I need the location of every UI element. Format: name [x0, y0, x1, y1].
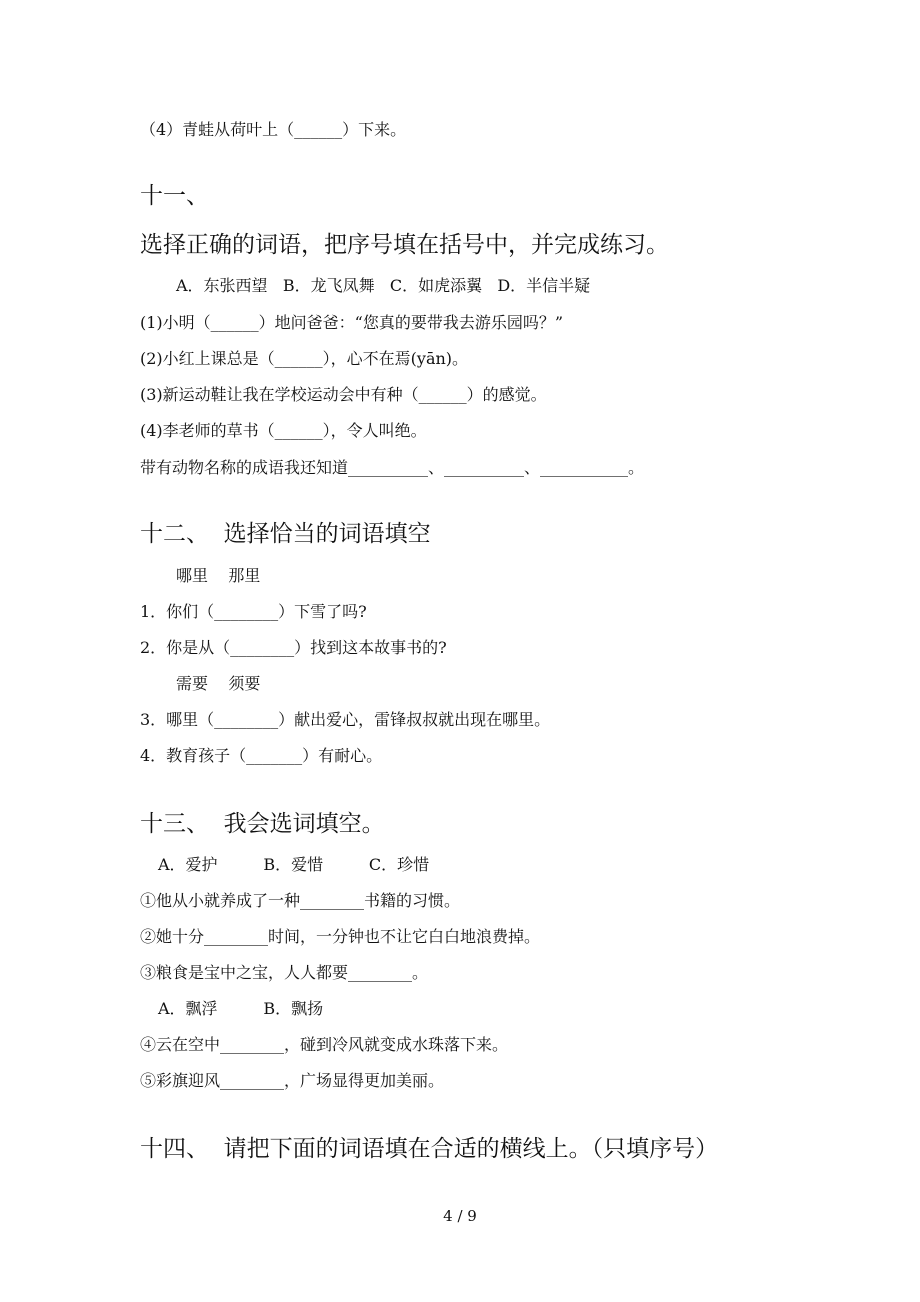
- section14-heading: 十四、 请把下面的词语填在合适的横线上。（只填序号）: [140, 1136, 719, 1162]
- section13-heading: 十三、 我会选词填空。: [140, 811, 385, 837]
- section13-item-4: ④云在空中________，碰到冷风就变成水珠落下来。: [140, 1035, 509, 1054]
- section10-item-4: （4）青蛙从荷叶上（______）下来。: [140, 120, 407, 139]
- section11-number: 十一、: [140, 183, 209, 209]
- section13-item-2: ②她十分________时间，一分钟也不让它白白地浪费掉。: [140, 927, 541, 946]
- section13-item-3: ③粮食是宝中之宝，人人都要________。: [140, 963, 429, 982]
- section13-item-5: ⑤彩旗迎风________，广场显得更加美丽。: [140, 1071, 445, 1090]
- section11-item-2: (2)小红上课总是（______），心不在焉(yān)。: [140, 349, 469, 368]
- section11-item-4: (4)李老师的草书（______），令人叫绝。: [140, 421, 427, 440]
- section12-item-3: 3．哪里（________）献出爱心，雷锋叔叔就出现在哪里。: [140, 710, 551, 729]
- page-number: 4 / 9: [443, 1207, 477, 1225]
- section11-item-3: (3)新运动鞋让我在学校运动会中有种（______）的感觉。: [140, 385, 547, 404]
- section12-heading: 十二、 选择恰当的词语填空: [140, 521, 431, 547]
- section11-item-1: (1)小明（______）地问爸爸：“您真的要带我去游乐园吗？”: [140, 313, 564, 332]
- section13-item-1: ①他从小就养成了一种________书籍的习惯。: [140, 891, 461, 910]
- section11-extra: 带有动物名称的成语我还知道__________、__________、___________。: [140, 458, 645, 477]
- section13-options-2: A．飘浮 B．飘扬: [158, 999, 324, 1018]
- section12-item-4: 4．教育孩子（_______）有耐心。: [140, 746, 383, 765]
- section12-word-group-2: 需要 须要: [176, 674, 261, 693]
- section12-item-1: 1．你们（________）下雪了吗?: [140, 602, 367, 621]
- section12-word-group-1: 哪里 那里: [176, 566, 261, 585]
- section11-options: A．东张西望 B．龙飞凤舞 C．如虎添翼 D．半信半疑: [176, 276, 591, 295]
- section13-options-1: A．爱护 B．爱惜 C．珍惜: [158, 855, 430, 874]
- section11-title: 选择正确的词语，把序号填在括号中，并完成练习。: [140, 232, 669, 258]
- section12-item-2: 2．你是从（________）找到这本故事书的?: [140, 638, 447, 657]
